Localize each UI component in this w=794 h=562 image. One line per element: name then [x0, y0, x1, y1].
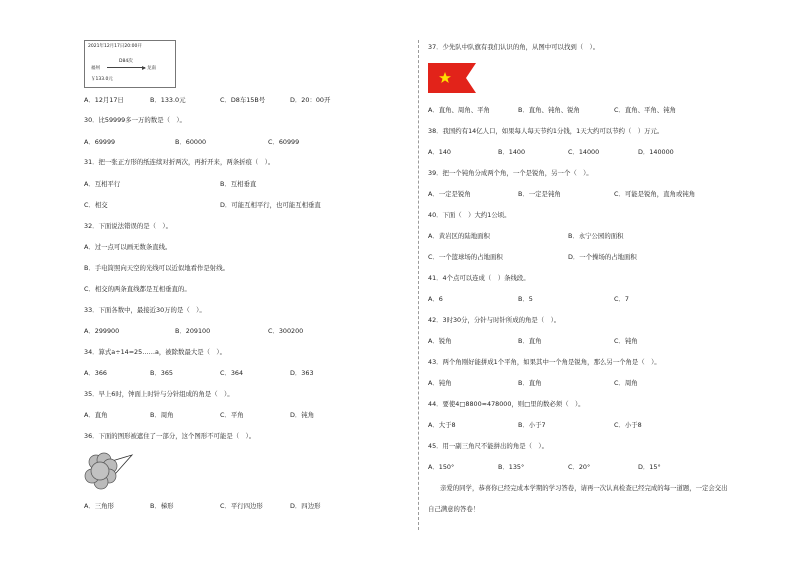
q32-option-b[interactable]: B．手电筒照向天空的光线可以近似地看作是射线。	[84, 264, 229, 272]
q33-option-c[interactable]: C．300200	[268, 327, 304, 335]
q42-option-c[interactable]: C．钝角	[614, 337, 638, 345]
q45-option-a[interactable]: A．150°	[428, 463, 455, 471]
question-40: 40．下面（ ）大约1公顷。	[428, 211, 511, 219]
ending-note-line-2: 自己满意的答卷！	[428, 505, 480, 513]
question-33: 33．下面各数中，最接近30万的是（ ）。	[84, 306, 206, 314]
q45-option-c[interactable]: C．20°	[568, 463, 591, 471]
ticket-train: D84次	[119, 59, 133, 64]
ticket-to: 龙南	[147, 66, 156, 71]
q45-option-d[interactable]: D．15°	[638, 463, 661, 471]
q32-option-a[interactable]: A．过一点可以画无数条直线。	[84, 243, 172, 251]
question-36: 36．下面的图形被遮住了一部分，这个图形不可能是（ ）。	[84, 432, 256, 440]
q35-option-c[interactable]: C．平角	[220, 411, 244, 419]
question-31: 31．把一张正方形的纸连续对折两次，再折开来，两条折痕（ ）。	[84, 158, 275, 166]
question-38: 38．我国约有14亿人口，如果每人每天节约1分钱，1天大约可以节约（ ）万元。	[428, 127, 664, 135]
q32-option-c[interactable]: C．相交的两条直线都是互相垂直的。	[84, 285, 191, 293]
q35-option-b[interactable]: B．周角	[150, 411, 174, 419]
q29-option-c[interactable]: C．D8车15B号	[220, 96, 266, 104]
q34-option-d[interactable]: D．363	[290, 369, 314, 377]
q42-option-a[interactable]: A．锐角	[428, 337, 452, 345]
q30-option-a[interactable]: A．69999	[84, 138, 116, 146]
q38-option-a[interactable]: A．140	[428, 148, 451, 156]
ticket-price: ￥133.0元	[91, 77, 113, 82]
q35-option-a[interactable]: A．直角	[84, 411, 108, 419]
q40-option-a[interactable]: A．黄岩区的陆地面积	[428, 232, 490, 240]
q36-option-a[interactable]: A．三角形	[84, 502, 114, 510]
q30-option-c[interactable]: C．60999	[268, 138, 300, 146]
q35-option-d[interactable]: D．钝角	[290, 411, 315, 419]
question-37: 37．少先队中队旗有我们认识的角，从图中可以找到（ ）。	[428, 43, 600, 51]
q36-option-c[interactable]: C．平行四边形	[220, 502, 263, 510]
question-34: 34．算式a÷14=25……a，被除数最大是（ ）。	[84, 348, 226, 356]
question-35: 35．早上6时，钟面上时针与分针组成的角是（ ）。	[84, 390, 234, 398]
question-42: 42．3时30分，分针与时针所成的角是（ ）。	[428, 316, 561, 324]
q34-option-c[interactable]: C．364	[220, 369, 244, 377]
cloud-covered-shape-icon	[84, 450, 136, 492]
q38-option-d[interactable]: D．140000	[638, 148, 674, 156]
question-30: 30．比59999多一万的数是（ ）。	[84, 116, 186, 124]
q33-option-b[interactable]: B．209100	[175, 327, 211, 335]
question-43: 43．两个角刚好能拼成1个平角，如果其中一个角是锐角，那么另一个角是（ ）。	[428, 358, 661, 366]
q43-option-c[interactable]: C．周角	[614, 379, 638, 387]
young-pioneer-flag-icon	[428, 63, 476, 93]
q43-option-a[interactable]: A．钝角	[428, 379, 452, 387]
q40-option-c[interactable]: C．一个篮球场的占地面积	[428, 253, 503, 261]
question-45: 45．用一副三角尺不能拼出的角是（ ）。	[428, 442, 548, 450]
q44-option-a[interactable]: A．大于8	[428, 421, 456, 429]
q39-option-c[interactable]: C．可能是锐角，直角或钝角	[614, 190, 696, 198]
q45-option-b[interactable]: B．135°	[498, 463, 525, 471]
question-39: 39．把一个钝角分成两个角，一个是锐角，另一个（ ）。	[428, 169, 593, 177]
q31-option-d[interactable]: D．可能互相平行，也可能互相垂直	[220, 201, 321, 209]
q42-option-b[interactable]: B．直角	[518, 337, 542, 345]
q29-option-b[interactable]: B．133.0元	[150, 96, 186, 104]
ticket-date: 2021年12月17日20:00开	[88, 44, 142, 49]
ticket-from: 福州	[91, 66, 100, 71]
q43-option-b[interactable]: B．直角	[518, 379, 542, 387]
q38-option-c[interactable]: C．14000	[568, 148, 600, 156]
train-ticket-figure	[84, 40, 176, 88]
q30-option-b[interactable]: B．60000	[175, 138, 207, 146]
ending-note-line-1: 亲爱的同学，恭喜你已经完成本学期的学习答卷，请再一次认真检查已经完成的每一道题，一定会交出	[440, 484, 728, 492]
q31-option-b[interactable]: B．互相垂直	[220, 180, 257, 188]
q40-option-d[interactable]: D．一个操场的占地面积	[568, 253, 637, 261]
q44-option-b[interactable]: B．小于7	[518, 421, 546, 429]
q33-option-a[interactable]: A．299900	[84, 327, 120, 335]
q37-option-c[interactable]: C．直角、平角、钝角	[614, 106, 676, 114]
q29-option-a[interactable]: A．12月17日	[84, 96, 124, 104]
question-41: 41．4个点可以连成（ ）条线段。	[428, 274, 530, 282]
q36-option-b[interactable]: B．梯形	[150, 502, 174, 510]
q36-option-d[interactable]: D．四边形	[290, 502, 321, 510]
question-32: 32．下面说法错误的是（ ）。	[84, 222, 173, 230]
q34-option-b[interactable]: B．365	[150, 369, 173, 377]
q44-option-c[interactable]: C．小于8	[614, 421, 642, 429]
q31-option-a[interactable]: A．互相平行	[84, 180, 121, 188]
q29-option-d[interactable]: D．20：00开	[290, 96, 331, 104]
q34-option-a[interactable]: A．366	[84, 369, 107, 377]
q41-option-a[interactable]: A．6	[428, 295, 443, 303]
q38-option-b[interactable]: B．1400	[498, 148, 526, 156]
question-44: 44．要使4□8800≈478000，则□里的数必须（ ）。	[428, 400, 585, 408]
q41-option-c[interactable]: C．7	[614, 295, 629, 303]
q40-option-b[interactable]: B．永宁公园的面积	[568, 232, 624, 240]
q37-option-a[interactable]: A．直角、周角、平角	[428, 106, 490, 114]
q41-option-b[interactable]: B．5	[518, 295, 533, 303]
column-divider	[418, 40, 419, 530]
q37-option-b[interactable]: B．直角、钝角、锐角	[518, 106, 580, 114]
q31-option-c[interactable]: C．相交	[84, 201, 108, 209]
q39-option-a[interactable]: A．一定是锐角	[428, 190, 471, 198]
q39-option-b[interactable]: B．一定是钝角	[518, 190, 561, 198]
ticket-arrow-icon	[107, 67, 145, 68]
